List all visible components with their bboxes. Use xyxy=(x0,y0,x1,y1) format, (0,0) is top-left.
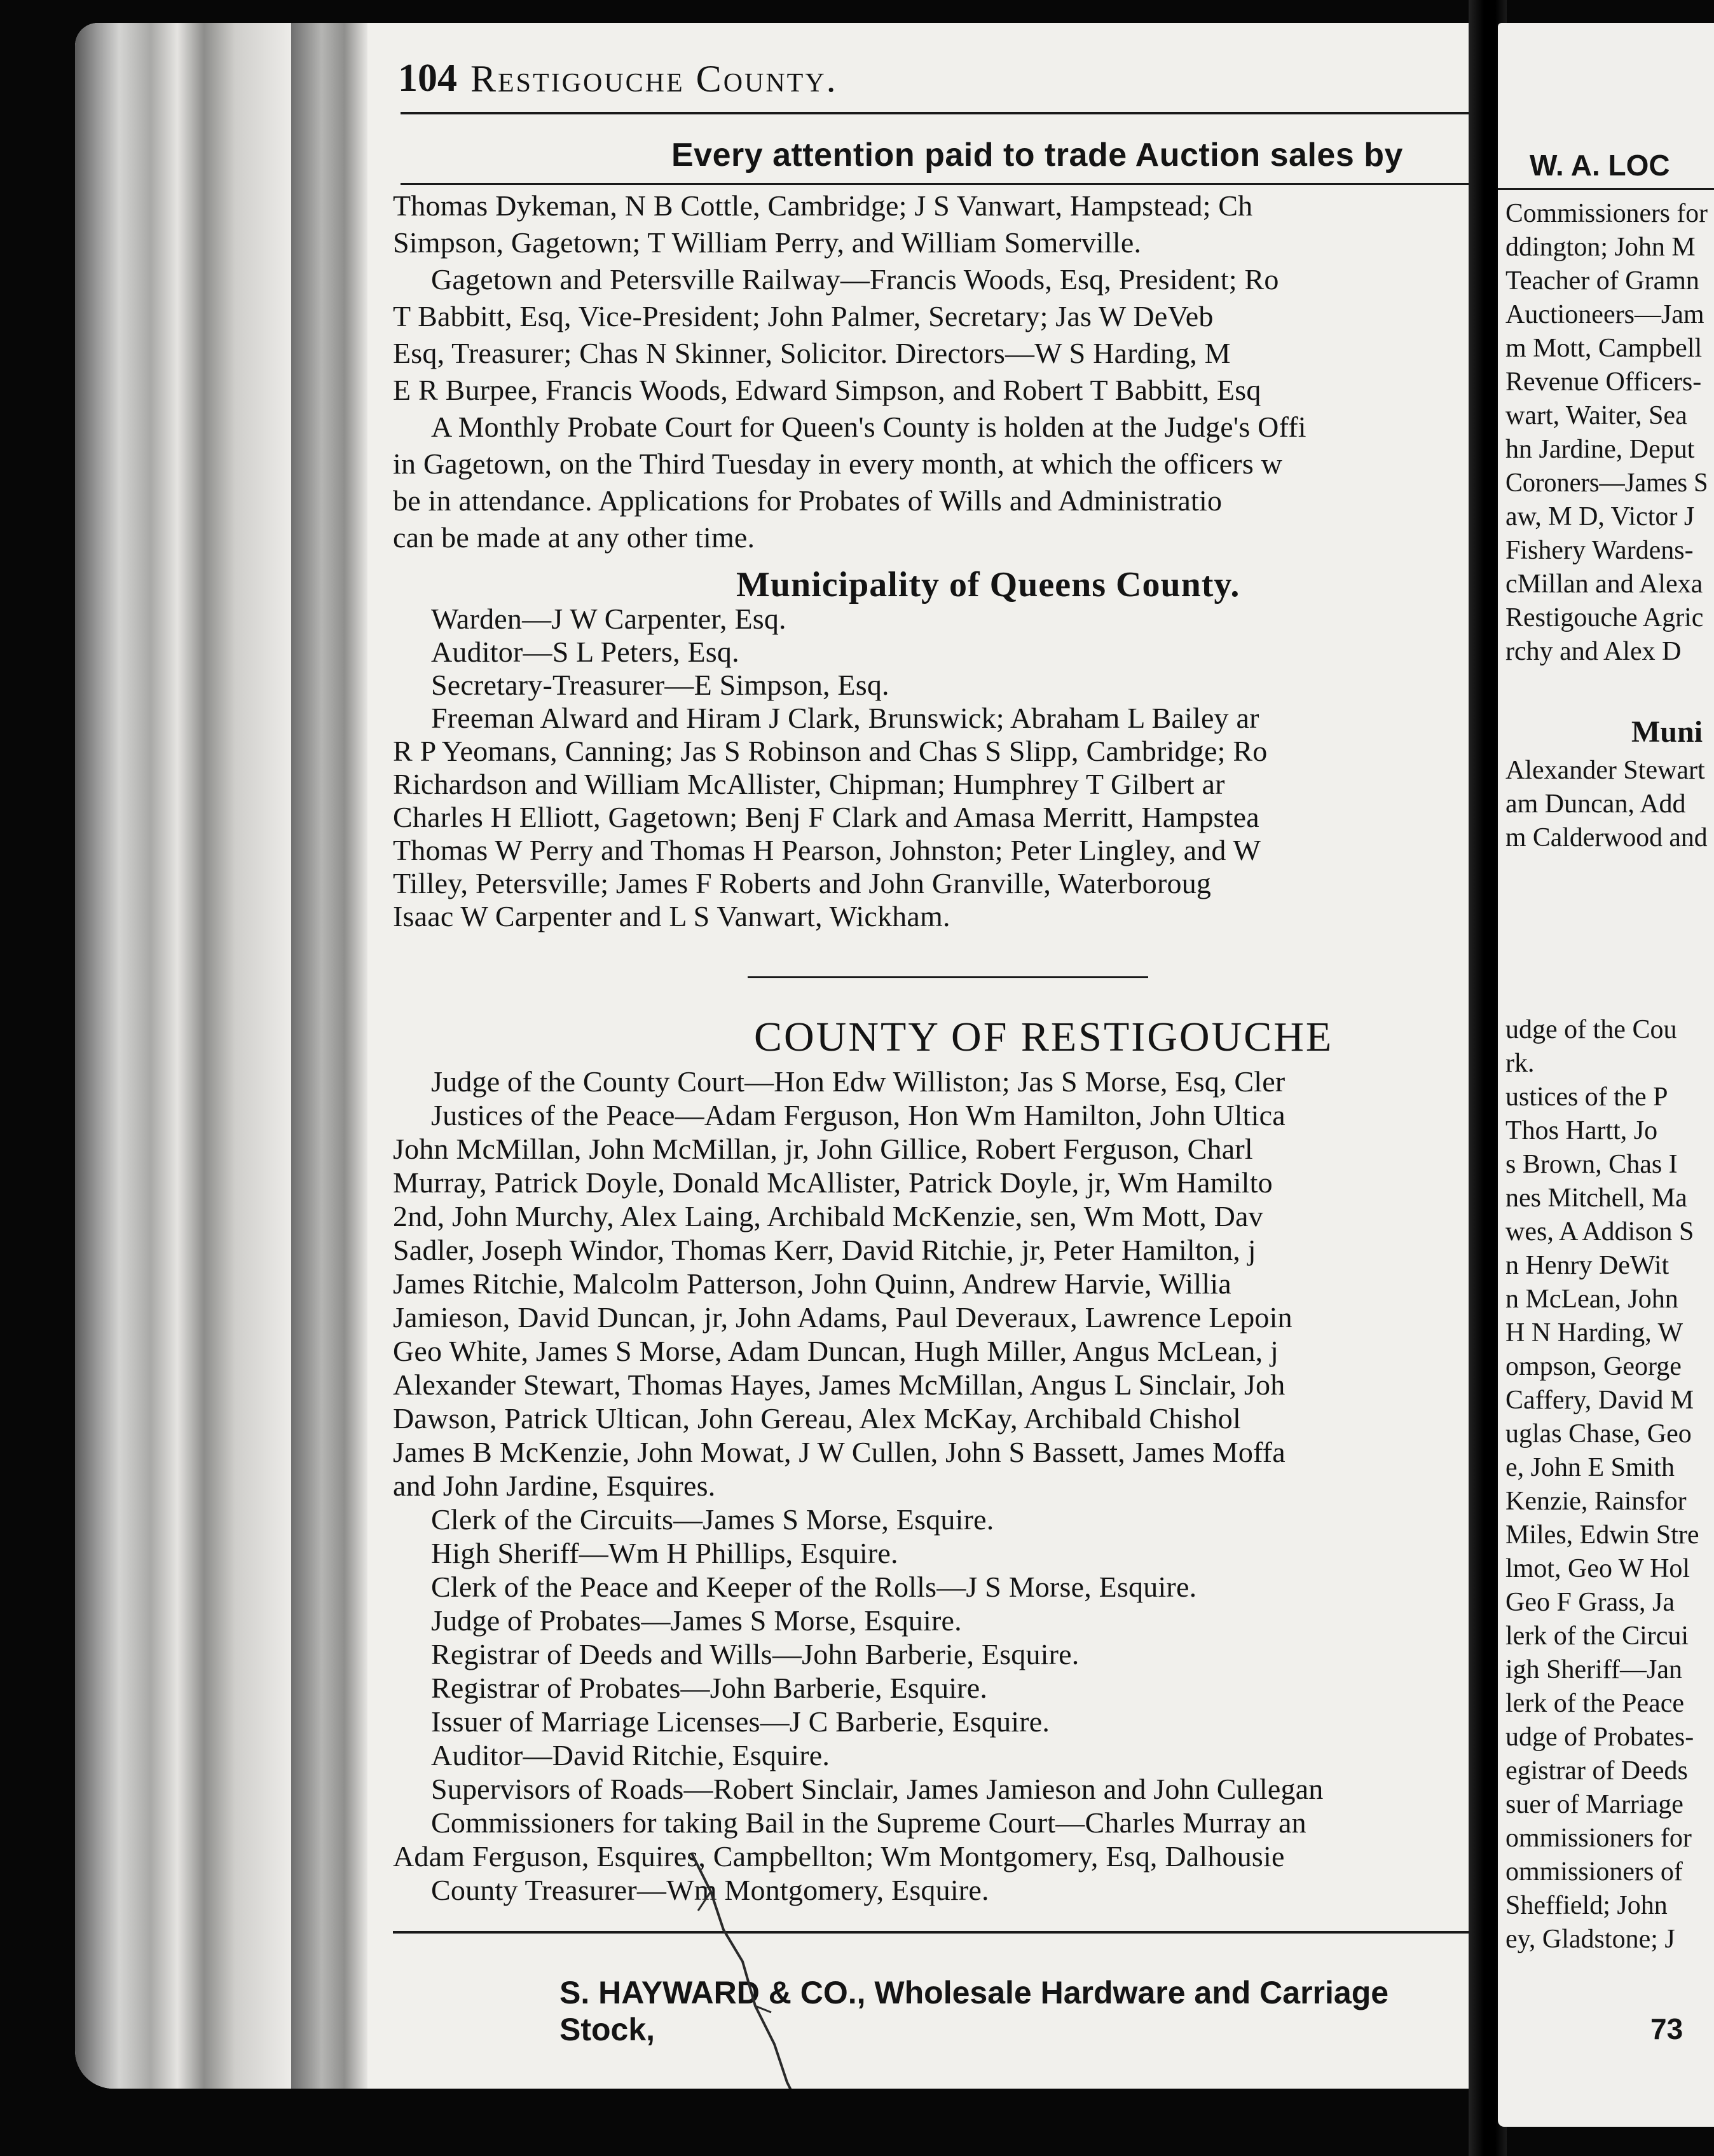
right-header-rule xyxy=(1498,188,1714,190)
bottom-advert: S. HAYWARD & CO., Wholesale Hardware and Carriage Stock, xyxy=(559,1975,1389,2047)
right-text-line: Commissioners for xyxy=(1505,199,1708,228)
text-line: Geo White, James S Morse, Adam Duncan, Hugh Miller, Angus McLean, j xyxy=(393,1335,1279,1367)
text-line: R P Yeomans, Canning; Jas S Robinson and Chas S Slipp, Cambridge; Ro xyxy=(393,735,1268,767)
text-line: John McMillan, John McMillan, jr, John Gillice, Robert Ferguson, Charl xyxy=(393,1133,1253,1165)
text-line: Richardson and William McAllister, Chipman; Humphrey T Gilbert ar xyxy=(393,768,1225,800)
right-text-line: Revenue Officers- xyxy=(1505,367,1702,397)
text-line: Supervisors of Roads—Robert Sinclair, James Jamieson and John Cullegan xyxy=(431,1773,1324,1805)
text-line: County Treasurer—Wm Montgomery, Esquire. xyxy=(431,1874,989,1906)
text-line: High Sheriff—Wm H Phillips, Esquire. xyxy=(431,1537,898,1569)
right-text-line: Geo F Grass, Ja xyxy=(1505,1588,1675,1617)
text-line: Issuer of Marriage Licenses—J C Barberie, Esquire. xyxy=(431,1705,1050,1738)
right-text-line: rchy and Alex D xyxy=(1505,637,1682,666)
text-line: A Monthly Probate Court for Queen's County is holden at the Judge's Offi xyxy=(431,411,1306,443)
text-line: Sadler, Joseph Windor, Thomas Kerr, David Ritchie, jr, Peter Hamilton, j xyxy=(393,1234,1256,1266)
text-line: Auditor—S L Peters, Esq. xyxy=(431,636,739,668)
text-line: James B McKenzie, John Mowat, J W Cullen, John S Bassett, James Moffa xyxy=(393,1436,1286,1468)
right-text-line: ey, Gladstone; J xyxy=(1505,1925,1675,1954)
right-text-line: m Mott, Campbell xyxy=(1505,334,1703,363)
right-text-line: udge of Probates- xyxy=(1505,1723,1694,1752)
text-line: Commissioners for taking Bail in the Supreme Court—Charles Murray an xyxy=(431,1806,1306,1839)
text-line: Warden—J W Carpenter, Esq. xyxy=(431,603,786,635)
advert-rule xyxy=(401,183,1483,185)
right-text-line: igh Sheriff—Jan xyxy=(1505,1655,1683,1684)
right-text-line: ompson, George xyxy=(1505,1352,1682,1381)
footer-rule xyxy=(393,1931,1483,1934)
right-text-line: egistrar of Deeds xyxy=(1505,1756,1688,1785)
right-text-line: uglas Chase, Geo xyxy=(1505,1419,1692,1449)
right-text-line: lmot, Geo W Hol xyxy=(1505,1554,1690,1583)
text-line: Thomas Dykeman, N B Cottle, Cambridge; J S Vanwart, Hampstead; Ch xyxy=(393,189,1253,222)
text-line: and John Jardine, Esquires. xyxy=(393,1470,716,1502)
text-line: Gagetown and Petersville Railway—Francis Woods, Esq, President; Ro xyxy=(431,263,1279,296)
text-line: Judge of Probates—James S Morse, Esquire. xyxy=(431,1604,962,1637)
text-line: Judge of the County Court—Hon Edw Williston; Jas S Morse, Esq, Cler xyxy=(431,1065,1286,1098)
text-line: E R Burpee, Francis Woods, Edward Simpson, and Robert T Babbitt, Esq xyxy=(393,374,1261,406)
section-divider xyxy=(748,976,1148,978)
right-text-line: am Duncan, Add xyxy=(1505,789,1686,819)
right-text-line: ustices of the P xyxy=(1505,1082,1668,1112)
right-text-line: Miles, Edwin Stre xyxy=(1505,1520,1699,1550)
text-line: Clerk of the Circuits—James S Morse, Esquire. xyxy=(431,1503,994,1536)
text-line: Esq, Treasurer; Chas N Skinner, Solicitor. Directors—W S Harding, M xyxy=(393,337,1231,369)
text-line: Clerk of the Peace and Keeper of the Rolls—J S Morse, Esquire. xyxy=(431,1571,1197,1603)
right-text-line: n McLean, John xyxy=(1505,1285,1678,1314)
right-page-header: W. A. LOC xyxy=(1530,149,1670,182)
running-title: Restigouche County. xyxy=(470,58,838,100)
text-line: Tilley, Petersville; James F Roberts and John Granville, Waterboroug xyxy=(393,867,1212,899)
text-line: Justices of the Peace—Adam Ferguson, Hon Wm Hamilton, John Ultica xyxy=(431,1099,1286,1131)
text-line: in Gagetown, on the Third Tuesday in every month, at which the officers w xyxy=(393,447,1283,480)
right-text-line: ommissioners of xyxy=(1505,1857,1683,1886)
right-text-line: Sheffield; John xyxy=(1505,1891,1668,1920)
right-text-line: udge of the Cou xyxy=(1505,1015,1677,1044)
right-text-line: Auctioneers—Jam xyxy=(1505,300,1704,329)
text-line: Registrar of Probates—John Barberie, Esquire. xyxy=(431,1672,988,1704)
text-line: Freeman Alward and Hiram J Clark, Brunswick; Abraham L Bailey ar xyxy=(431,702,1259,734)
right-text-line: aw, M D, Victor J xyxy=(1505,502,1695,531)
right-text-line: Caffery, David M xyxy=(1505,1386,1694,1415)
right-text-line: wart, Waiter, Sea xyxy=(1505,401,1687,430)
right-text-line: Thos Hartt, Jo xyxy=(1505,1116,1658,1145)
municipality-heading: Municipality of Queens County. xyxy=(736,565,1240,604)
right-text-line: rk. xyxy=(1505,1049,1535,1078)
top-advert: Every attention paid to trade Auction sales by xyxy=(671,137,1403,174)
right-text-line: wes, A Addison S xyxy=(1505,1217,1694,1246)
right-text-line: nes Mitchell, Ma xyxy=(1505,1184,1687,1213)
text-line: Auditor—David Ritchie, Esquire. xyxy=(431,1739,830,1771)
right-text-line: ommissioners for xyxy=(1505,1824,1692,1853)
right-text-line: Kenzie, Rainsfor xyxy=(1505,1487,1687,1516)
right-page-fragment xyxy=(1498,23,1714,2127)
right-text-line: Coroners—James S xyxy=(1505,468,1708,498)
restigouche-heading: COUNTY OF RESTIGOUCHE xyxy=(754,1014,1334,1060)
text-line: Isaac W Carpenter and L S Vanwart, Wickham. xyxy=(393,900,950,932)
text-line: Murray, Patrick Doyle, Donald McAllister, Patrick Doyle, jr, Wm Hamilto xyxy=(393,1166,1273,1199)
text-line: Thomas W Perry and Thomas H Pearson, Johnston; Peter Lingley, and W xyxy=(393,834,1261,866)
right-text-line: Teacher of Gramn xyxy=(1505,266,1699,296)
text-line: can be made at any other time. xyxy=(393,521,755,554)
text-line: Simpson, Gagetown; T William Perry, and William Somerville. xyxy=(393,226,1142,259)
right-text-line: ddington; John M xyxy=(1505,233,1696,262)
text-line: T Babbitt, Esq, Vice-President; John Palmer, Secretary; Jas W DeVeb xyxy=(393,300,1214,332)
right-page-number: 73 xyxy=(1650,2012,1683,2045)
text-line: be in attendance. Applications for Probates of Wills and Administratio xyxy=(393,484,1223,517)
text-line: Jamieson, David Duncan, jr, John Adams, Paul Deveraux, Lawrence Lepoin xyxy=(393,1301,1292,1334)
right-text-line: H N Harding, W xyxy=(1505,1318,1683,1348)
right-text-line: suer of Marriage xyxy=(1505,1790,1683,1819)
right-text-line: hn Jardine, Deput xyxy=(1505,435,1695,464)
right-text-line: Fishery Wardens- xyxy=(1505,536,1694,565)
page-number: 104 xyxy=(398,57,457,100)
text-line: Dawson, Patrick Ultican, John Gereau, Alex McKay, Archibald Chishol xyxy=(393,1402,1241,1435)
page-edge-stripe xyxy=(291,23,367,2089)
text-line: Secretary-Treasurer—E Simpson, Esq. xyxy=(431,669,889,701)
left-page xyxy=(75,23,1483,2089)
right-text-line: s Brown, Chas I xyxy=(1505,1150,1678,1179)
right-text-line: Alexander Stewart xyxy=(1505,756,1705,785)
header-rule xyxy=(401,112,1483,114)
page-edge-shading xyxy=(75,23,298,2089)
right-text-line: e, John E Smith xyxy=(1505,1453,1675,1482)
text-line: Charles H Elliott, Gagetown; Benj F Clark and Amasa Merritt, Hampstea xyxy=(393,801,1259,833)
text-line: James Ritchie, Malcolm Patterson, John Quinn, Andrew Harvie, Willia xyxy=(393,1267,1231,1300)
right-text-line: Restigouche Agric xyxy=(1505,603,1704,632)
text-line: Adam Ferguson, Esquires, Campbellton; Wm Montgomery, Esq, Dalhousie xyxy=(393,1840,1285,1873)
right-text-line: cMillan and Alexa xyxy=(1505,570,1703,599)
text-line: 2nd, John Murchy, Alex Laing, Archibald McKenzie, sen, Wm Mott, Dav xyxy=(393,1200,1263,1232)
text-line: Alexander Stewart, Thomas Hayes, James McMillan, Angus L Sinclair, Joh xyxy=(393,1368,1286,1401)
right-text-line: m Calderwood and xyxy=(1505,823,1708,852)
right-text-line: lerk of the Peace xyxy=(1505,1689,1685,1718)
right-text-line: lerk of the Circui xyxy=(1505,1621,1689,1651)
text-line: Registrar of Deeds and Wills—John Barberie, Esquire. xyxy=(431,1638,1080,1670)
right-section-heading: Muni xyxy=(1631,715,1703,749)
paper-crack xyxy=(685,1853,851,2089)
right-text-line: n Henry DeWit xyxy=(1505,1251,1669,1280)
